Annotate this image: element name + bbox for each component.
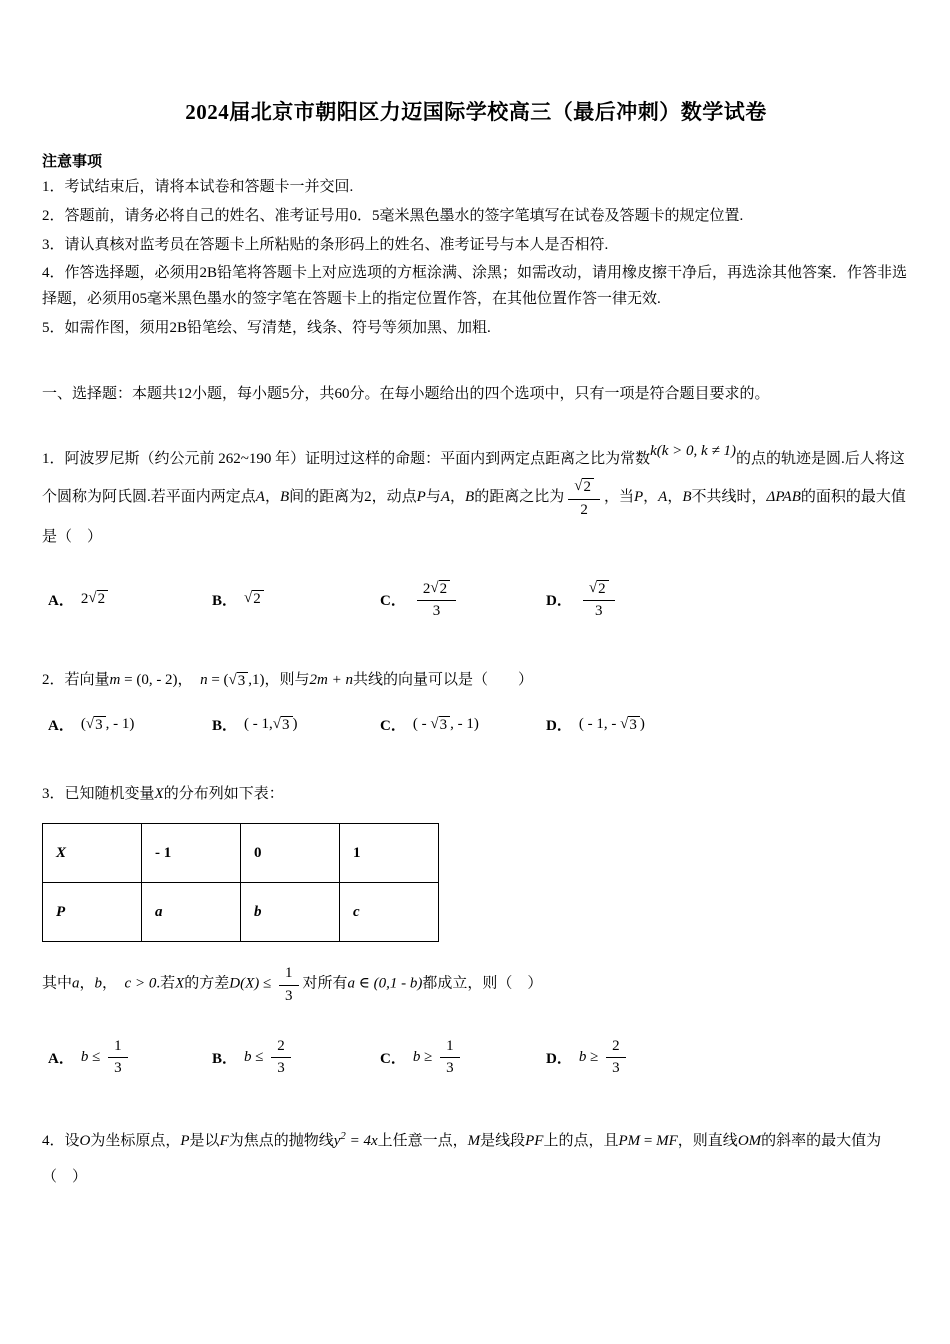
question-2-option-d bbox=[546, 714, 910, 735]
question-2-text: 2．若向量m = (0, - 2)， n = ( √ 3 ,1)，则与2m + n共线的向量可以是（ ） bbox=[42, 672, 534, 690]
table-cell: X bbox=[43, 824, 142, 883]
fraction: $\frac{2}{3}$ bbox=[271, 1037, 291, 1078]
question-2-option-b bbox=[212, 714, 380, 735]
option-label: D． bbox=[546, 1050, 572, 1067]
option-value: b ≤ $\frac{1}{3}$ bbox=[81, 1037, 132, 1078]
option-label: A． bbox=[48, 718, 74, 735]
question-3-intro: 3．已知随机变量X的分布列如下表： bbox=[42, 786, 284, 803]
table-cell: c bbox=[340, 883, 439, 942]
question-1-option-d bbox=[546, 579, 910, 621]
table-row-p bbox=[43, 883, 439, 942]
option-label: C． bbox=[380, 593, 406, 610]
question-2-options bbox=[48, 714, 910, 735]
question-1-options bbox=[48, 579, 910, 621]
question-4-text: 4．设O为坐标原点，P是以F为焦点的抛物线$y^2 = 4x$上任意一点，M是线段PF上的点，且PM = MF，则直线OM的斜率的最大值为（ ） bbox=[42, 1130, 882, 1186]
option-label: A． bbox=[48, 593, 74, 610]
sqrt-expression: √ 3 bbox=[620, 716, 640, 734]
option-value: ( √ 3 , - 1) bbox=[80, 715, 135, 733]
fraction: $\frac{2}{3}$ bbox=[606, 1037, 626, 1078]
table-cell: 1 bbox=[340, 824, 439, 883]
radical-sign: √ bbox=[228, 672, 237, 689]
option-label: B． bbox=[212, 718, 238, 735]
table-cell: - 1 bbox=[142, 824, 241, 883]
option-value: b ≤ $\frac{2}{3}$ bbox=[244, 1037, 295, 1078]
option-label: B． bbox=[212, 1050, 238, 1067]
radical-sign: √ bbox=[85, 715, 95, 732]
sqrt-expression: √ 3 bbox=[273, 716, 293, 734]
table-cell: a bbox=[142, 883, 241, 942]
question-1-option-a bbox=[48, 589, 212, 610]
option-label: C． bbox=[380, 1050, 406, 1067]
sqrt-expression: √ 3 bbox=[430, 716, 450, 734]
distribution-table bbox=[42, 823, 439, 942]
note-item-3: 3．请认真核对监考员在答题卡上所粘贴的条形码上的姓名、准考证号与本人是否相符. bbox=[42, 236, 609, 253]
option-label: D． bbox=[546, 718, 572, 735]
option-value: ( - √ 3 , - 1) bbox=[412, 715, 479, 733]
radical-sign: √ bbox=[88, 590, 97, 607]
option-value: 2 √ 2 bbox=[81, 590, 108, 608]
fraction: 2 √ 2 3 bbox=[417, 579, 456, 621]
sqrt-expression: √ 2 bbox=[589, 580, 609, 598]
sqrt-expression: √ 2 bbox=[244, 590, 264, 608]
fraction: $\frac{1}{3}$ bbox=[279, 964, 299, 1005]
option-value: b ≥ $\frac{1}{3}$ bbox=[413, 1037, 464, 1078]
question-1-text: 1．阿波罗尼斯（约公元前 262~190 年）证明过这样的命题：平面内到两定点距离之比为常数k(k > 0, k ≠ 1)的点的轨迹是圆.后人将这个圆称为阿氏圆.若平面内两定点A，B间的距离为2，动点P与A，B的距离之比为 √ 2 2 ，当P，A，B不共线时，ΔPAB的面积的最大值是（ ） bbox=[42, 443, 906, 545]
fraction: $\frac{1}{3}$ bbox=[440, 1037, 460, 1078]
table-cell: b bbox=[241, 883, 340, 942]
option-value bbox=[579, 579, 619, 621]
radical-sign: √ bbox=[574, 478, 583, 495]
notes-heading: 注意事项 bbox=[42, 154, 103, 170]
option-value: ( - 1, √ 3 ) bbox=[244, 715, 298, 733]
note-item-5: 5．如需作图，须用2B铅笔绘、写清楚，线条、符号等须加黑、加粗. bbox=[42, 319, 491, 336]
option-value: ( - 1, - √ 3 ) bbox=[578, 715, 645, 733]
question-2-option-a bbox=[48, 714, 212, 735]
option-value bbox=[244, 590, 264, 608]
question-3-option-c bbox=[380, 1037, 546, 1078]
option-label: A． bbox=[48, 1050, 74, 1067]
radical-sign: √ bbox=[430, 715, 439, 732]
section-heading: 一、选择题：本题共12小题，每小题5分，共60分。在每小题给出的四个选项中，只有一项是符合题目要求的。 bbox=[42, 385, 770, 402]
sqrt-expression: √ 3 bbox=[86, 716, 106, 734]
sqrt-expression: √ 3 bbox=[229, 672, 249, 690]
fraction: $\frac{1}{3}$ bbox=[108, 1037, 128, 1078]
question-2-option-c bbox=[380, 714, 546, 735]
question-3-option-d bbox=[546, 1037, 910, 1078]
page-title: 2024届北京市朝阳区力迈国际学校高三（最后冲刺）数学试卷 bbox=[185, 100, 767, 124]
question-1-option-c bbox=[380, 579, 546, 621]
option-label: D． bbox=[546, 593, 572, 610]
note-item-4: 4．作答选择题，必须用2B铅笔将答题卡上对应选项的方框涂满、涂黑；如需改动，请用橡皮擦干净后，再选涂其他答案．作答非选择题，必须用05毫米黑色墨水的签字笔在答题卡上的指定位置作答，在其他位置作答一律无效. bbox=[42, 265, 908, 308]
note-item-2: 2．答题前，请务必将自己的姓名、准考证号用0．5毫米黑色墨水的签字笔填写在试卷及答题卡的规定位置. bbox=[42, 207, 744, 224]
question-3-text: 其中a，b， c > 0.若X的方差D(X) ≤ $\frac{1}{3}$ 对所有a ∈ (0,1 - b)都成立，则（ ） bbox=[42, 965, 543, 1004]
fraction: √ 2 2 bbox=[568, 477, 600, 519]
question-3-option-a bbox=[48, 1037, 212, 1078]
question-3-option-b bbox=[212, 1037, 380, 1078]
option-value: b ≥ $\frac{2}{3}$ bbox=[579, 1037, 630, 1078]
table-cell: 0 bbox=[241, 824, 340, 883]
table-cell: P bbox=[43, 883, 142, 942]
option-value bbox=[413, 579, 460, 621]
table-row-x bbox=[43, 824, 439, 883]
question-3-options bbox=[48, 1037, 910, 1078]
option-label: C． bbox=[380, 718, 406, 735]
radical-sign: √ bbox=[244, 590, 253, 607]
sqrt-expression: √ 2 bbox=[88, 590, 108, 608]
fraction: √ 2 3 bbox=[583, 579, 615, 621]
note-item-1: 1．考试结束后，请将本试卷和答题卡一并交回. bbox=[42, 179, 354, 195]
radical-sign: √ bbox=[430, 579, 439, 596]
option-label: B． bbox=[212, 593, 238, 610]
radical-sign: √ bbox=[272, 715, 281, 732]
radical-sign: √ bbox=[620, 715, 629, 732]
notes-section bbox=[42, 150, 910, 342]
radical-sign: √ bbox=[588, 579, 598, 596]
question-1-option-b bbox=[212, 589, 380, 610]
sqrt-expression: √ 2 bbox=[574, 478, 594, 496]
sqrt-expression: √ 2 bbox=[430, 580, 450, 598]
